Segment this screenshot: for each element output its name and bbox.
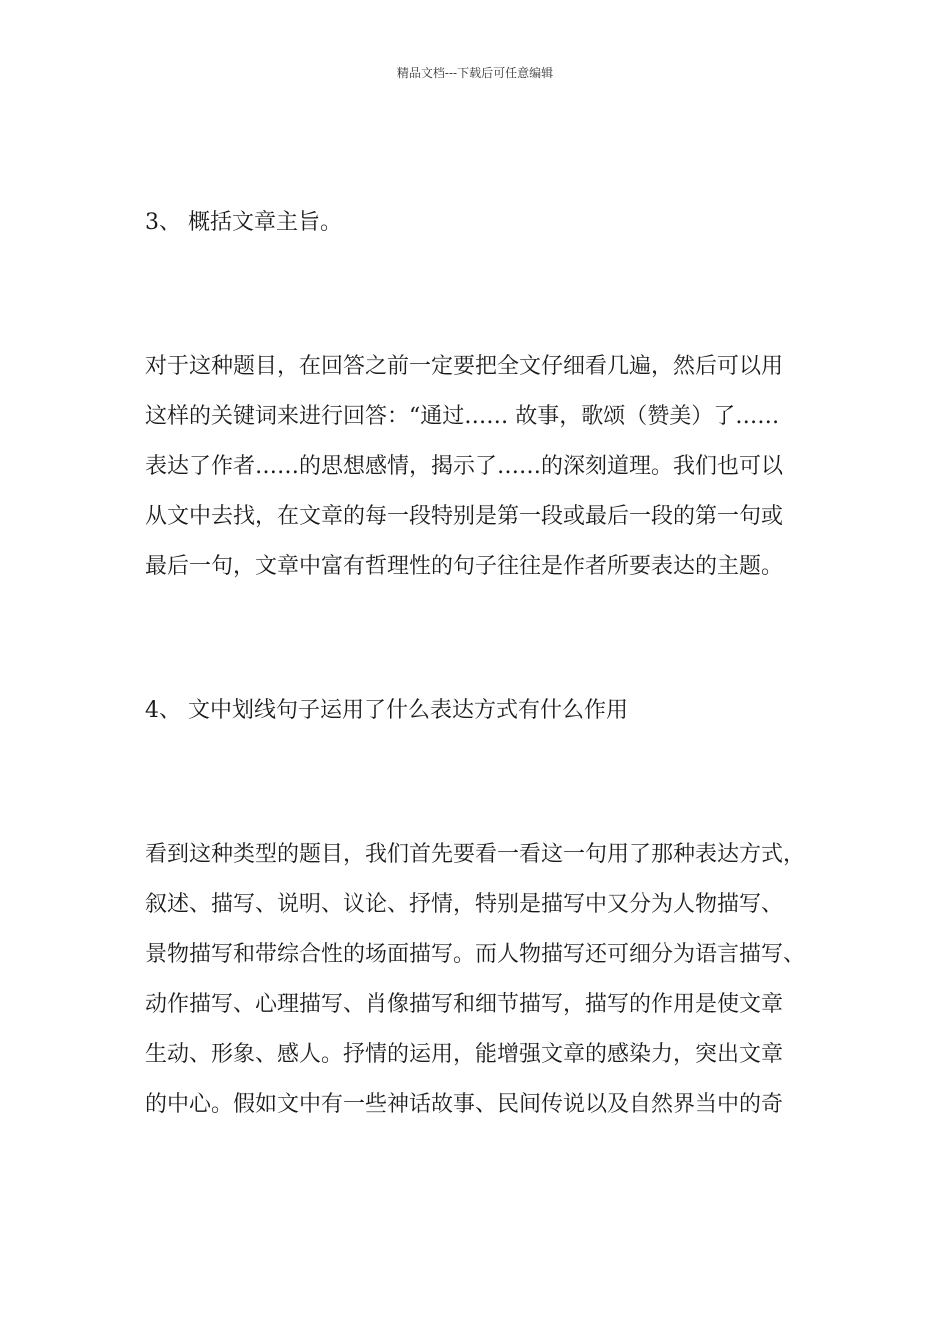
- paragraph-line: 动作描写、心理描写、肖像描写和细节描写，描写的作用是使文章: [145, 992, 784, 1017]
- paragraph-line: 表达了作者……的思想感情，揭示了……的深刻道理。我们也可以: [145, 454, 784, 479]
- paragraph-line: 这样的关键词来进行回答：“通过…… 故事，歌颂（赞美）了……: [145, 404, 780, 429]
- section-paragraph-3: [145, 342, 825, 592]
- paragraph-line: 生动、形象、感人。抒情的运用，能增强文章的感染力，突出文章: [145, 1042, 784, 1067]
- paragraph-line: 对于这种题目，在回答之前一定要把全文仔细看几遍，然后可以用: [145, 354, 784, 379]
- paragraph-line: 的中心。假如文中有一些神话故事、民间传说以及自然界当中的奇: [145, 1092, 784, 1117]
- paragraph-line: 看到这种类型的题目，我们首先要看一看这一句用了那种表达方式，: [145, 842, 806, 867]
- page-header: 精品文档---下载后可任意编辑: [396, 66, 554, 80]
- paragraph-line: 景物描写和带综合性的场面描写。而人物描写还可细分为语言描写、: [145, 942, 806, 967]
- paragraph-line: 从文中去找，在文章的每一段特别是第一段或最后一段的第一句或: [145, 504, 784, 529]
- paragraph-line: 叙述、描写、说明、议论、抒情，特别是描写中又分为人物描写、: [145, 892, 784, 917]
- section-heading-4: 4、 文中划线句子运用了什么表达方式有什么作用: [145, 698, 628, 723]
- paragraph-line: 最后一句，文章中富有哲理性的句子往往是作者所要表达的主题。: [145, 554, 784, 579]
- section-heading-3: 3、 概括文章主旨。: [145, 210, 342, 235]
- section-paragraph-4: [145, 830, 825, 1130]
